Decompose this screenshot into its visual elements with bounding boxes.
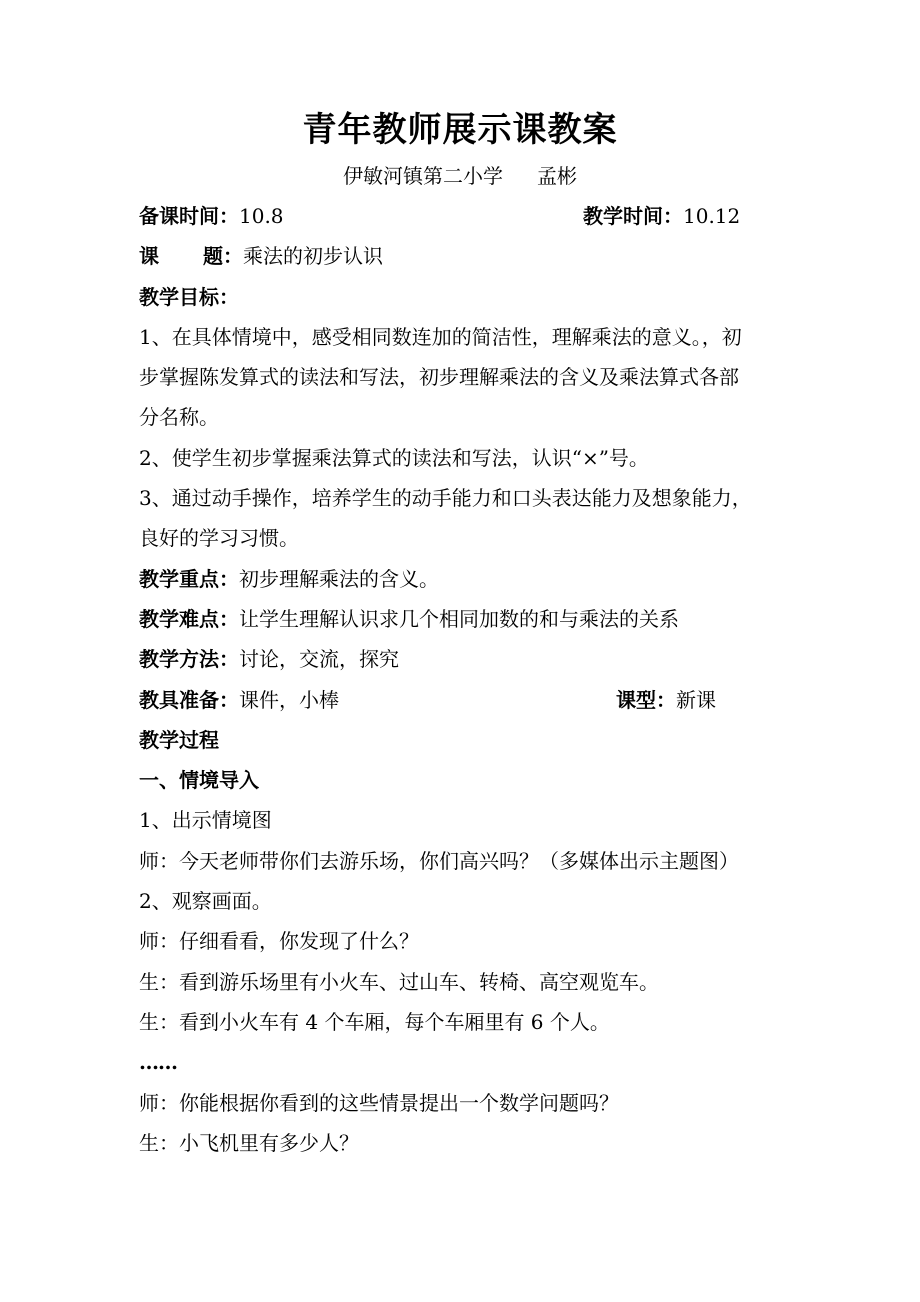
process-line: 生：看到小火车有 4 个车厢，每个车厢里有 6 个人。 — [139, 1009, 610, 1034]
lesson-type — [616, 680, 716, 720]
goal-2: 2、使学生初步掌握乘法算式的读法和写法，认识“×”号。 — [139, 445, 649, 470]
tools-label: 教具准备： — [139, 687, 239, 712]
school-name: 伊敏河镇第二小学 — [343, 164, 503, 188]
process-line: 师：仔细看看，你发现了什么？ — [139, 929, 419, 954]
goal-3-line-2: 良好的学习习惯。 — [139, 526, 299, 551]
goal-3-line-1: 3、通过动手操作，培养学生的动手能力和口头表达能力及想象能力， — [139, 486, 752, 511]
topic-row — [139, 236, 789, 276]
topic-label-first: 课 — [139, 244, 159, 269]
tools-value: 课件，小棒 — [239, 687, 339, 712]
process-line: 2、观察画面。 — [139, 889, 272, 914]
process-line: 生：小飞机里有多少人？ — [139, 1130, 359, 1155]
ellipsis: …… — [139, 1050, 177, 1075]
prep-time-row — [139, 196, 789, 236]
process-line: 生：看到游乐场里有小火车、过山车、转椅、高空观览车。 — [139, 969, 659, 994]
method-label: 教学方法： — [139, 647, 239, 672]
teach-time — [583, 196, 740, 236]
teacher-name: 孟彬 — [537, 164, 577, 188]
key-point-value: 初步理解乘法的含义。 — [239, 566, 439, 591]
difficulty-label: 教学难点： — [139, 606, 239, 631]
document-title: 青年教师展示课教案 — [302, 110, 618, 150]
prep-time-label: 备课时间： — [139, 204, 239, 228]
lesson-type-value: 新课 — [676, 687, 716, 712]
goal-1-line-3: 分名称。 — [139, 405, 219, 430]
process-line: 师：今天老师带你们去游乐场，你们高兴吗？（多媒体出示主题图） — [139, 848, 739, 873]
teach-time-label: 教学时间： — [583, 204, 683, 228]
section-1-heading: 一、情境导入 — [139, 768, 259, 793]
process-line: 师：你能根据你看到的这些情景提出一个数学问题吗？ — [139, 1090, 619, 1115]
goals-heading: 教学目标： — [139, 284, 239, 309]
process-heading: 教学过程 — [139, 727, 219, 752]
method-value: 讨论，交流，探究 — [239, 647, 399, 672]
method-row — [139, 639, 789, 679]
tools-row — [139, 680, 789, 720]
lesson-type-label: 课型： — [616, 687, 676, 712]
prep-time-value: 10.8 — [239, 204, 284, 228]
difficulty-row — [139, 599, 789, 639]
teach-time-value: 10.12 — [683, 204, 741, 228]
document-subtitle — [0, 158, 920, 194]
goal-1-line-2: 步掌握陈发算式的读法和写法，初步理解乘法的含义及乘法算式各部 — [139, 365, 739, 390]
topic-value: 乘法的初步认识 — [243, 244, 383, 269]
difficulty-value: 让学生理解认识求几个相同加数的和与乘法的关系 — [239, 606, 679, 631]
key-point-label: 教学重点： — [139, 566, 239, 591]
goal-1-line-1: 1、在具体情境中，感受相同数连加的简洁性，理解乘法的意义。，初 — [139, 324, 742, 349]
topic-label-second: 题： — [203, 244, 243, 269]
key-point-row — [139, 559, 789, 599]
document-body — [139, 196, 789, 1163]
process-line: 1、出示情境图 — [139, 808, 272, 833]
